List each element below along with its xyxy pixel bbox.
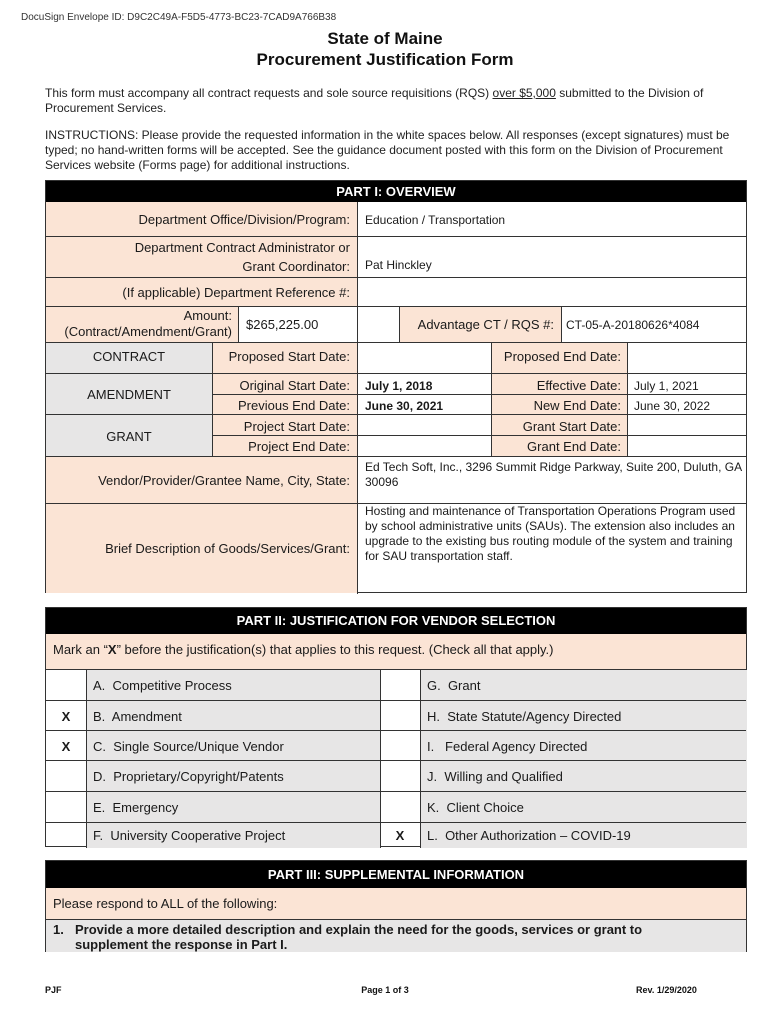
effective-date-value[interactable]: July 1, 2021 bbox=[634, 379, 699, 393]
justification-option: I. Federal Agency Directed bbox=[427, 739, 588, 754]
justification-grid bbox=[46, 670, 746, 848]
description-value[interactable]: Hosting and maintenance of Transportation Operations Program used by school administrative units (SAUs). The extension also includes an upgrade to the existing bus routing module of the system and training for SAU transportation staff. bbox=[365, 504, 736, 563]
part2-section bbox=[45, 607, 747, 847]
previous-end-value[interactable]: June 30, 2021 bbox=[365, 399, 444, 413]
justification-option: F. University Cooperative Project bbox=[93, 828, 286, 843]
new-end-date-label: New End Date: bbox=[533, 398, 621, 413]
grid-line bbox=[46, 822, 746, 823]
intro-paragraph bbox=[45, 86, 750, 116]
amount-value[interactable]: $265,225.00 bbox=[246, 317, 319, 332]
amendment-label: AMENDMENT bbox=[87, 387, 171, 402]
part2-instr-start: Mark an “ bbox=[53, 642, 108, 657]
effective-date-label: Effective Date: bbox=[536, 378, 621, 393]
question-1-number: 1. bbox=[53, 922, 64, 937]
justification-option: B. Amendment bbox=[93, 709, 182, 724]
justification-option: E. Emergency bbox=[93, 800, 179, 815]
grant-start-label: Grant Start Date: bbox=[522, 419, 621, 434]
project-end-label: Project End Date: bbox=[248, 439, 350, 454]
footer-form-code: PJF bbox=[45, 985, 62, 995]
advantage-rqs-value[interactable]: CT-05-A-20180626*4084 bbox=[566, 318, 700, 332]
justification-option: A. Competitive Process bbox=[93, 678, 232, 693]
grid-line bbox=[380, 670, 381, 848]
grant-label: GRANT bbox=[106, 429, 152, 444]
proposed-start-label: Proposed Start Date: bbox=[228, 349, 350, 364]
dept-reference-label: (If applicable) Department Reference #: bbox=[122, 285, 350, 300]
contract-admin-label-1: Department Contract Administrator or bbox=[134, 240, 350, 255]
form-title: Procurement Justification Form bbox=[256, 50, 514, 69]
dept-program-value[interactable]: Education / Transportation bbox=[365, 213, 506, 227]
intro-text-start: This form must accompany all contract requests and sole source requisitions (RQS) bbox=[45, 86, 493, 100]
footer-page-number: Page 1 of 3 bbox=[361, 985, 409, 995]
grid-line bbox=[46, 791, 746, 792]
justification-option: J. Willing and Qualified bbox=[427, 769, 563, 784]
grid-line bbox=[46, 700, 746, 701]
dept-program-label: Department Office/Division/Program: bbox=[138, 212, 350, 227]
justification-option: C. Single Source/Unique Vendor bbox=[93, 739, 284, 754]
intro-threshold: over $5,000 bbox=[492, 86, 556, 100]
part1-header: PART I: OVERVIEW bbox=[46, 181, 746, 202]
part2-instructions bbox=[53, 642, 554, 657]
intro-text-end: submitted to the Division of Procurement Services. bbox=[45, 86, 704, 115]
justification-option: L. Other Authorization – COVID-19 bbox=[427, 828, 631, 843]
part2-header: PART II: JUSTIFICATION FOR VENDOR SELECTION bbox=[46, 608, 746, 634]
justification-option: K. Client Choice bbox=[427, 800, 524, 815]
original-start-label: Original Start Date: bbox=[239, 378, 350, 393]
amount-label-2: (Contract/Amendment/Grant) bbox=[64, 324, 232, 339]
form-title-state: State of Maine bbox=[327, 29, 443, 48]
vendor-label: Vendor/Provider/Grantee Name, City, State: bbox=[98, 473, 350, 488]
grid-line bbox=[86, 670, 87, 848]
grid-line bbox=[46, 760, 746, 761]
grid-line bbox=[420, 670, 421, 848]
part1-section bbox=[45, 180, 747, 593]
contract-admin-label-2: Grant Coordinator: bbox=[242, 259, 350, 274]
vendor-value[interactable]: Ed Tech Soft, Inc., 3296 Summit Ridge Parkway, Suite 200, Duluth, GA 30096 bbox=[365, 460, 742, 489]
question-1-text: Provide a more detailed description and explain the need for the goods, services or grant to supplement the response in Part I. bbox=[75, 922, 643, 952]
advantage-rqs-label: Advantage CT / RQS #: bbox=[417, 317, 554, 332]
project-start-label: Project Start Date: bbox=[243, 419, 350, 434]
proposed-end-label: Proposed End Date: bbox=[503, 349, 621, 364]
docusign-envelope-id: DocuSign Envelope ID: D9C2C49A-F5D5-4773-BC23-7CAD9A766B38 bbox=[21, 12, 337, 23]
justification-option: G. Grant bbox=[427, 678, 481, 693]
part2-instr-mark: X bbox=[107, 642, 117, 657]
instructions-paragraph: INSTRUCTIONS: Please provide the requested information in the white spaces below. All responses (except signatures) must be typed; no hand-written forms will be accepted. See the guidance document posted with this form on the Division of Procurement Services website (Forms page) for additional instructions. bbox=[45, 128, 730, 172]
justification-checkbox[interactable]: X bbox=[61, 739, 71, 754]
new-end-date-value[interactable]: June 30, 2022 bbox=[634, 399, 711, 413]
justification-checkbox[interactable]: X bbox=[395, 828, 405, 843]
part3-instructions: Please respond to ALL of the following: bbox=[53, 896, 278, 911]
previous-end-label: Previous End Date: bbox=[237, 398, 350, 413]
amount-label-1: Amount: bbox=[183, 308, 232, 323]
footer-revision: Rev. 1/29/2020 bbox=[636, 985, 697, 995]
original-start-value[interactable]: July 1, 2018 bbox=[365, 379, 433, 393]
justification-checkbox[interactable]: X bbox=[61, 709, 71, 724]
contract-admin-value[interactable]: Pat Hinckley bbox=[365, 258, 432, 272]
contract-label: CONTRACT bbox=[92, 349, 166, 364]
justification-option: D. Proprietary/Copyright/Patents bbox=[93, 769, 284, 784]
part3-section bbox=[45, 860, 747, 952]
grant-end-label: Grant End Date: bbox=[527, 439, 621, 454]
part2-instr-end: ” before the justification(s) that applies to this request. (Check all that apply.) bbox=[116, 642, 554, 657]
justification-option: H. State Statute/Agency Directed bbox=[427, 709, 622, 724]
grid-line bbox=[46, 730, 746, 731]
part3-header: PART III: SUPPLEMENTAL INFORMATION bbox=[46, 861, 746, 888]
description-label: Brief Description of Goods/Services/Grant: bbox=[105, 541, 350, 556]
